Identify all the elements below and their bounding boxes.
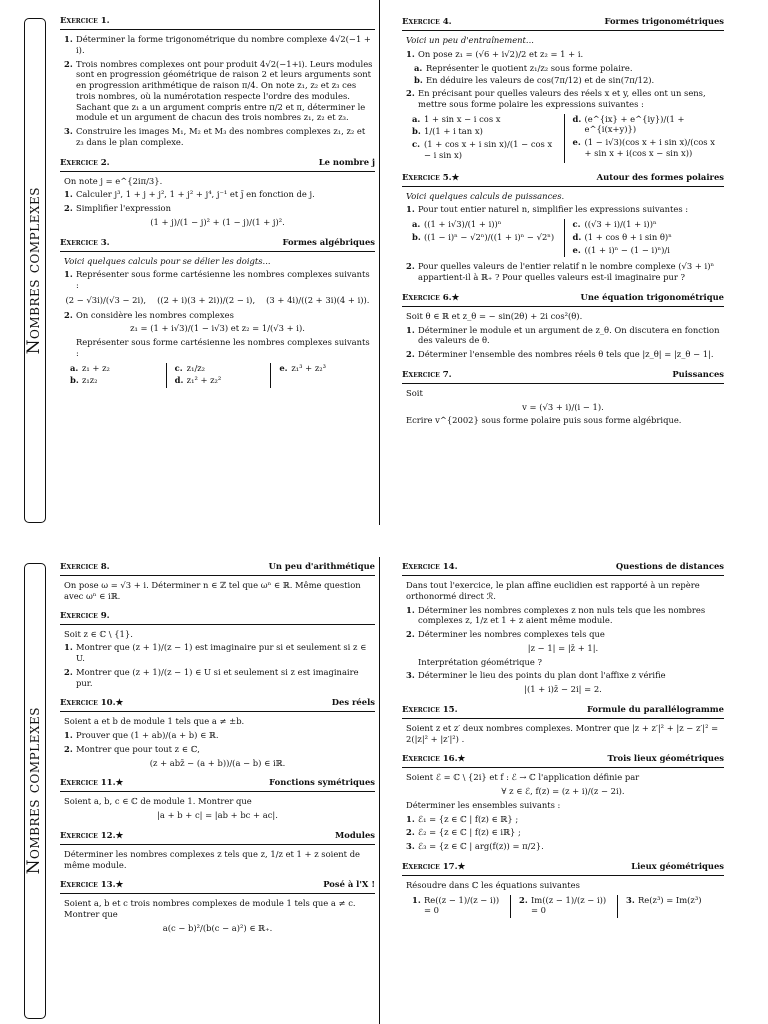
exercise-name: Exercice 10.★ <box>60 698 124 709</box>
subquestion-grid: 1. Re((z − 1)/(z − i)) = 0 2. Im((z − 1)/(z − i)) = 0 3. Re(z³) = Im(z³) <box>412 895 724 919</box>
exercise-2 <box>60 157 375 228</box>
question-item: 2. Pour quelles valeurs de l'entier relatif n le nombre complexe (√3 + i)ⁿ appartient-il à ℝ₊ ? Pour quelles valeurs est-il imaginaire pur ? <box>406 261 715 282</box>
exercise-statement: Soit z ∈ ℂ \ {1}. <box>64 628 133 639</box>
exercise-intro: Voici quelques calculs de puissances. <box>406 190 565 201</box>
exercise-title: Posé à l'X ! <box>323 879 375 890</box>
exercise-9 <box>60 611 375 689</box>
question-item: 2. ℰ₂ = {z ∈ ℂ | f(z) ∈ iℝ} ; <box>406 827 521 838</box>
exercise-statement: Soient z et z′ deux nombres complexes. Montrer que |z + z′|² + |z − z′|² = 2(|z|² + |z′|²) . <box>406 722 719 744</box>
question-item: 2. Trois nombres complexes ont pour produit 4√2(−1+i). Leurs modules sont en progression géométrique de raison 2 et leurs arguments sont en progression arithmétique de raison π/4. On note z₁, z₂ et z₃ ces trois nombres, où la numérotation respecte l'ordre des modules. Sachant que z₁ a un argument compris entre π/2 et π, déterminer le module et un argument de chacun des trois nombres z₁, z₂ et z₃. <box>64 58 373 123</box>
question-item: 1. Déterminer la forme trigonométrique du nombre complexe 4√2(−1 + i). <box>64 34 371 55</box>
math-formula: |a + b + c| = |ab + bc + ac|. <box>157 810 278 820</box>
exercise-14 <box>402 561 724 695</box>
subquestion-grid: a. z₁ + z₂ b. z₁z₂ c. z₁/z₂ d. z₁² + z₂² e. z₁³ + z₂³ <box>70 363 375 389</box>
subquestion-grid: a. ((1 + i√3)/(1 + i))ⁿ b. ((1 − i)ⁿ − √2ⁿ)/((1 + i)ⁿ − √2ⁿ) c. ((√3 + i)/(1 + i))ⁿ d. (1 + cos θ + i sin θ)ⁿ e. ((1 + i)ⁿ − (1 − i)ⁿ)/i <box>412 219 724 257</box>
exercise-statement: Soit <box>406 387 423 398</box>
subquestion-grid: a. 1 + sin x − i cos x b. 1/(1 + i tan x) c. (1 + cos x + i sin x)/(1 − cos x − i sin x) d. (e^{ix} + e^{iy})/(1 + e^{i(x+y)}) e. (1 − i√3)(cos x + i sin x)/(cos x + sin x + i(cos x − sin x)) <box>412 114 724 163</box>
exercise-statement: Résoudre dans ℂ les équations suivantes <box>406 879 580 890</box>
exercise-statement: Interprétation géométrique ? <box>418 656 543 667</box>
left-column <box>60 0 380 525</box>
exercise-8 <box>60 561 375 602</box>
question-item: 1. Pour tout entier naturel n, simplifier les expressions suivantes : <box>406 204 689 215</box>
exercise-name: Exercice 2. <box>60 157 110 168</box>
chapter-side-label: Nombres complexes <box>24 707 45 875</box>
question-item: 2. On considère les nombres complexes <box>64 309 234 320</box>
question-item: 1. Représenter sous forme cartésienne les nombres complexes suivants : <box>64 269 370 290</box>
exercise-intro: Voici quelques calculs pour se délier les doigts... <box>64 255 271 266</box>
math-formula: (z + abz̄ − (a + b))/(a − b) ∈ iℝ. <box>149 757 286 768</box>
exercise-name: Exercice 8. <box>60 562 110 572</box>
math-formula: (1 + j)/(1 − j)² + (1 − j)/(1 + j)². <box>150 216 285 227</box>
exercise-statement: Soit θ ∈ ℝ et z_θ = − sin(2θ) + 2i cos²(θ). <box>406 310 583 321</box>
question-item: 1. Déterminer les nombres complexes z non nuls tels que les nombres complexes z, 1/z et 1 + z aient même module. <box>406 604 706 626</box>
math-formula: v = (√3 + i)/(i − 1). <box>522 401 604 412</box>
exercise-statement: Dans tout l'exercice, le plan affine euclidien est rapporté à un repère orthonormé direct ℛ. <box>406 580 700 601</box>
math-formula: Im((z − 1)/(z − i)) = 0 <box>531 894 607 916</box>
exercise-statement: Déterminer les ensembles suivants : <box>406 799 561 810</box>
exercise-5 <box>402 172 724 283</box>
exercise-title: Le nombre j <box>318 156 375 167</box>
exercise-13 <box>60 879 375 933</box>
question-item: 3. Construire les images M₁, M₂ et M₃ des nombres complexes z₁, z₂ et z₃ dans le plan complexe. <box>64 126 366 147</box>
chapter-side-tab <box>24 18 46 523</box>
exercise-statement: Déterminer les nombres complexes z tels que z, 1/z et 1 + z soient de même module. <box>64 848 361 870</box>
exercise-statement: On pose ω = √3 + i. Déterminer n ∈ ℤ tel que ωⁿ ∈ ℝ. Même question avec ωⁿ ∈ iℝ. <box>64 580 361 601</box>
question-item: 3. Déterminer le lieu des points du plan dont l'affixe z vérifie <box>406 670 666 681</box>
chapter-side-label: Nombres complexes <box>24 186 45 355</box>
exercise-statement: Soient a, b et c trois nombres complexes de module 1 tels que a ≠ c. Montrer que <box>64 898 356 919</box>
exercise-title: Autour des formes polaires <box>596 171 724 182</box>
exercise-statement: Soient a, b, c ∈ ℂ de module 1. Montrer que <box>64 796 252 807</box>
math-formula: Re(z³) = Im(z³) <box>638 894 702 905</box>
exercise-11 <box>60 777 375 821</box>
math-formula: (2 − √3i)/(√3 − 2i), <box>65 294 147 305</box>
exercise-name: Exercice 14. <box>402 562 458 572</box>
exercise-name: Exercice 7. <box>402 369 452 380</box>
subquestion: b. En déduire les valeurs de cos(7π/12) et de sin(7π/12). <box>414 75 655 86</box>
exercise-title: Formes trigonométriques <box>604 16 724 26</box>
question-item: 1. Prouver que (1 + ab)/(a + b) ∈ ℝ. <box>64 730 219 740</box>
exercise-title: Modules <box>334 829 375 840</box>
exercise-17 <box>402 861 724 918</box>
exercise-statement: On note j = e^{2iπ/3}. <box>64 175 163 186</box>
question-item: 1. Calculer j³, 1 + j + j², 1 + j² + j⁴, j⁻¹ et j̄ en fonction de j. <box>64 189 315 200</box>
exercise-15 <box>402 704 724 745</box>
question-item: 2. Déterminer les nombres complexes tels que <box>406 629 605 639</box>
exercise-title: Lieux géométriques <box>631 860 724 871</box>
chapter-side-tab <box>24 563 46 1019</box>
exercise-name: Exercice 6.★ <box>402 292 460 303</box>
exercise-title: Fonctions symétriques <box>269 777 375 788</box>
exercise-name: Exercice 1. <box>60 16 110 26</box>
question-item: 2. En précisant pour quelles valeurs des réels x et y, elles ont un sens, mettre sous forme polaire les expressions suivantes : <box>406 88 706 109</box>
exercise-title: Formes algébriques <box>282 236 375 247</box>
exercise-7 <box>402 369 724 426</box>
subquestion: a. Représenter le quotient z₁/z₂ sous forme polaire. <box>414 62 633 73</box>
worksheet-page-bottom <box>0 557 768 1024</box>
question-item: 1. Montrer que (z + 1)/(z − 1) est imaginaire pur si et seulement si z ∈ U. <box>64 642 367 663</box>
left-column <box>60 557 380 1024</box>
question-item: 2. Simplifier l'expression <box>64 203 171 213</box>
exercise-statement: Ecrire v^{2002} sous forme polaire puis sous forme algébrique. <box>406 415 682 426</box>
exercise-name: Exercice 3. <box>60 237 110 248</box>
exercise-name: Exercice 11.★ <box>60 778 124 789</box>
math-formula: ((2 + i)(3 + 2i))/(2 − i), <box>157 294 256 305</box>
exercise-name: Exercice 4. <box>402 17 452 27</box>
question-item: 2. Montrer que (z + 1)/(z − 1) ∈ U si et seulement si z est imaginaire pur. <box>64 666 359 688</box>
exercise-10 <box>60 697 375 768</box>
math-formula: |(1 + i)z̄ − 2i| = 2. <box>524 684 602 694</box>
exercise-name: Exercice 13.★ <box>60 880 124 891</box>
exercise-statement: Représenter sous forme cartésienne les nombres complexes suivants : <box>76 337 370 358</box>
math-formula: z₁ = (1 + i√3)/(1 − i√3) et z₂ = 1/(√3 + i). <box>130 323 305 334</box>
exercise-name: Exercice 5.★ <box>402 172 460 183</box>
math-formula: (3 + 4i)/((2 + 3i)(4 + i)). <box>266 294 370 305</box>
exercise-title: Questions de distances <box>615 561 724 571</box>
math-formula: Re((z − 1)/(z − i)) = 0 <box>424 894 500 916</box>
exercise-statement: Soient a et b de module 1 tels que a ≠ ±b. <box>64 716 245 727</box>
exercise-16 <box>402 753 724 852</box>
exercise-12 <box>60 830 375 871</box>
question-item: 3. ℰ₃ = {z ∈ ℂ | arg(f(z)) = π/2}. <box>406 841 544 851</box>
right-column <box>402 0 724 525</box>
right-column <box>402 557 724 1024</box>
math-formula: a(c − b)²/(b(c − a)²) ∈ ℝ₊. <box>162 922 273 933</box>
exercise-name: Exercice 16.★ <box>402 754 466 765</box>
exercise-4 <box>402 16 724 163</box>
question-item: 2. Montrer que pour tout z ∈ ℂ, <box>64 743 200 754</box>
exercise-6 <box>402 292 724 360</box>
exercise-name: Exercice 12.★ <box>60 830 124 841</box>
exercise-title: Une équation trigonométrique <box>580 291 724 302</box>
exercise-name: Exercice 15. <box>402 704 458 715</box>
exercise-3 <box>60 237 375 389</box>
exercise-title: Des réels <box>331 697 375 708</box>
exercise-statement: Soient ℰ = ℂ \ {2i} et f : ℰ → ℂ l'application définie par <box>406 772 640 783</box>
exercise-title: Un peu d'arithmétique <box>268 561 375 571</box>
question-item: 1. Déterminer le module et un argument de z_θ. On discutera en fonction des valeurs de θ. <box>406 324 720 346</box>
exercise-title: Trois lieux géométriques <box>607 753 724 764</box>
math-formula: |z − 1| = |z̄ + 1|. <box>527 642 599 653</box>
exercise-intro: Voici un peu d'entraînement... <box>406 35 534 45</box>
math-formula: ∀ z ∈ ℰ, f(z) = (z + i)/(z − 2i). <box>501 786 625 796</box>
exercise-title: Formule du parallélogramme <box>586 703 724 714</box>
question-item: 2. Déterminer l'ensemble des nombres réels θ tels que |z_θ| = |z_θ − 1|. <box>406 349 714 359</box>
exercise-name: Exercice 17.★ <box>402 861 466 872</box>
exercise-title: Puissances <box>672 368 724 379</box>
question-item: 1. ℰ₁ = {z ∈ ℂ | f(z) ∈ ℝ} ; <box>406 813 519 824</box>
exercise-name: Exercice 9. <box>60 610 110 621</box>
exercise-1 <box>60 16 375 148</box>
question-item: 1. On pose z₁ = (√6 + i√2)/2 et z₂ = 1 + i. <box>406 48 584 59</box>
formula-row <box>60 295 375 306</box>
